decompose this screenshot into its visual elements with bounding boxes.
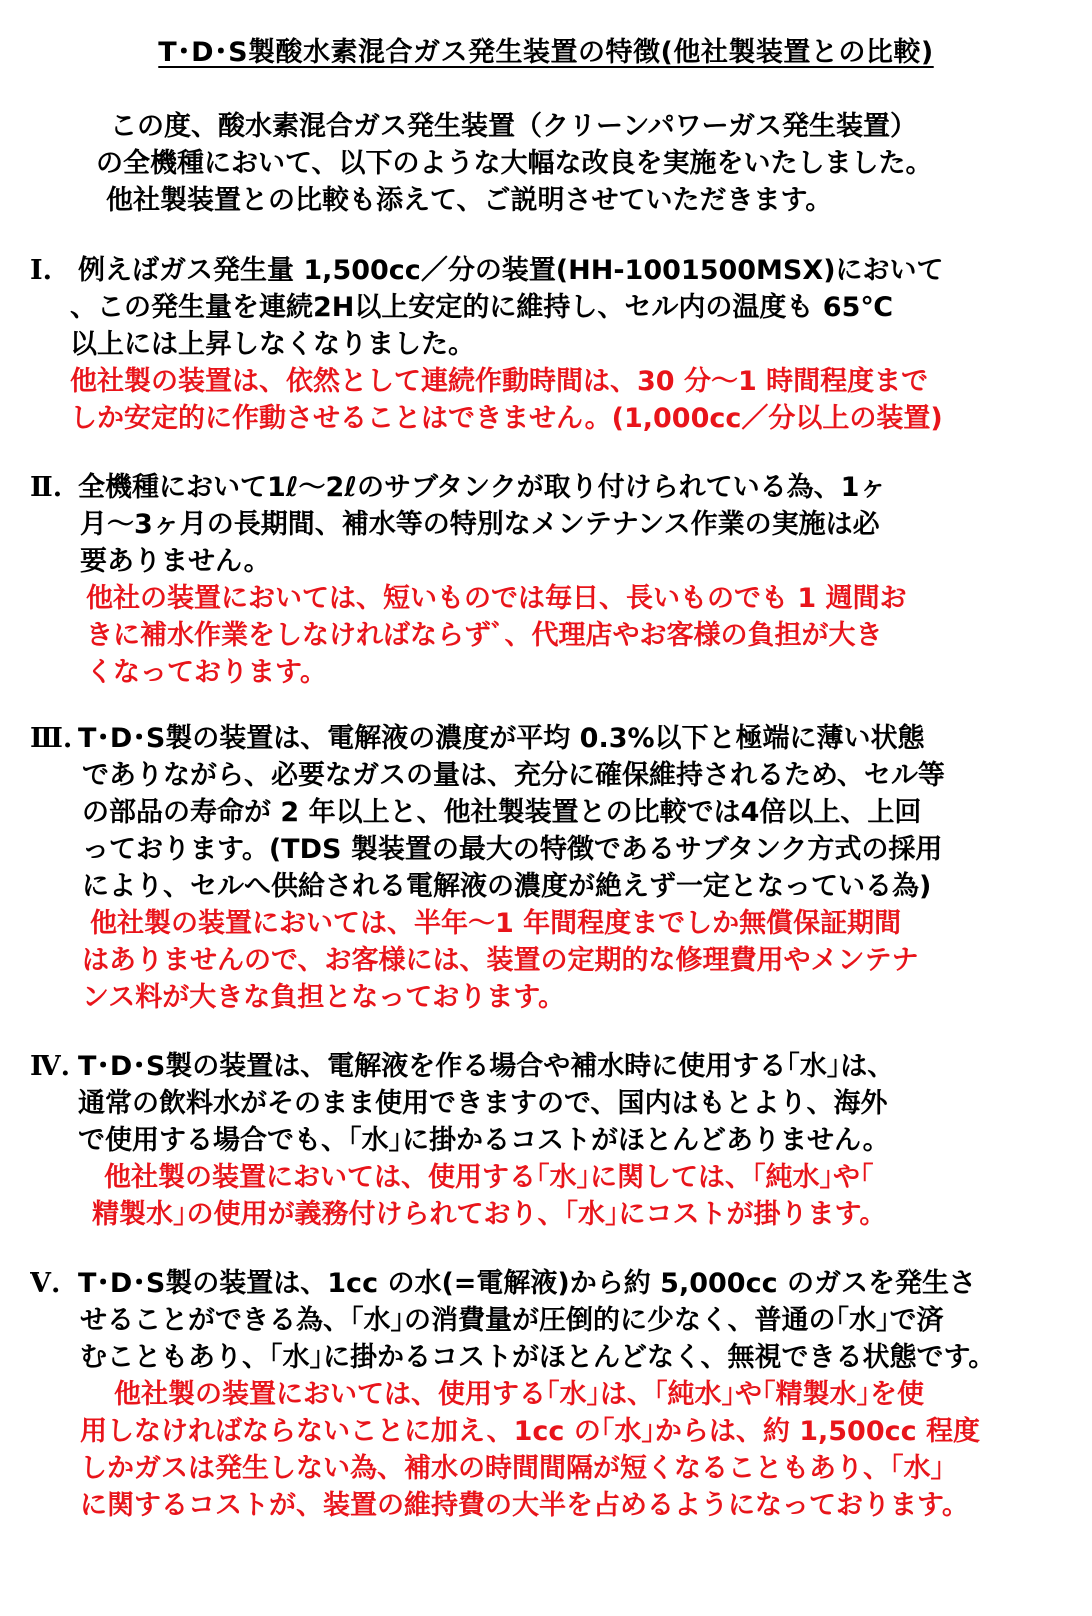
competitor-note-line: に関するコストが、装置の維持費の大半を占めるようになっております。 bbox=[80, 1490, 969, 1521]
section-text-line: により、セルへ供給される電解液の濃度が絶えず一定となっている為) bbox=[82, 871, 932, 902]
competitor-note-line: はありませんので、お客様には、装置の定期的な修理費用やメンテナ bbox=[82, 945, 919, 976]
section-text-line: 、この発生量を連続2H以上安定的に維持し、セル内の温度も 65℃ bbox=[70, 292, 894, 323]
section-text-line: 通常の飲料水がそのまま使用できますので、国内はもとより、海外 bbox=[78, 1088, 888, 1119]
section-text-line: せることができる為、｢水｣の消費量が圧倒的に少なく、普通の｢水｣で済 bbox=[80, 1305, 944, 1336]
competitor-note-line: 他社製の装置は、依然として連続作動時間は、30 分～1 時間程度まで bbox=[70, 366, 929, 397]
competitor-note-line: 他社製の装置においては、使用する｢水｣は、｢純水｣や｢精製水｣を使 bbox=[114, 1379, 924, 1410]
document-title bbox=[0, 30, 1092, 69]
competitor-note-line: くなっております。 bbox=[86, 657, 327, 688]
section-text-line: 例えばガス発生量 1,500cc／分の装置(HH-1001500MSX)において bbox=[78, 255, 944, 286]
section-text-line: むこともあり、｢水｣に掛かるコストがほとんどなく、無視できる状態です。 bbox=[80, 1342, 996, 1373]
section-numeral: Ⅳ. bbox=[30, 1051, 71, 1082]
section-text-line: T･D･S製の装置は、1cc の水(=電解液)から約 5,000cc のガスを発生さ bbox=[78, 1268, 976, 1299]
competitor-note-line: 他社製の装置においては、使用する｢水｣に関しては、｢純水｣や｢ bbox=[104, 1162, 874, 1193]
section-text-line: 月～3ヶ月の長期間、補水等の特別なメンテナンス作業の実施は必 bbox=[80, 509, 880, 540]
competitor-note-line: しか安定的に作動させることはできません。(1,000cc／分以上の装置) bbox=[70, 403, 943, 434]
section-numeral: Ⅴ. bbox=[30, 1268, 61, 1299]
section-text-line: の部品の寿命が 2 年以上と、他社製装置との比較では4倍以上、上回 bbox=[82, 797, 922, 828]
competitor-note-line: ンス料が大きな負担となっております。 bbox=[82, 982, 566, 1013]
section-text-line: T･D･S製の装置は、電解液を作る場合や補水時に使用する｢水｣は、 bbox=[78, 1051, 895, 1082]
section-1 bbox=[30, 252, 1070, 437]
intro-line: の全機種において、以下のような大幅な改良を実施をいたしました。 bbox=[96, 148, 933, 179]
competitor-note-line: 他社の装置においては、短いものでは毎日、長いものでも 1 週間お bbox=[86, 583, 907, 614]
section-text-line: 要ありません。 bbox=[80, 546, 271, 577]
competitor-note-line: きに補水作業をしなければならずﾞ、代理店やお客様の負担が大き bbox=[86, 620, 883, 651]
competitor-note-line: 精製水｣の使用が義務付けられており、｢水｣にコストが掛ります。 bbox=[92, 1199, 887, 1230]
intro-line: この度、酸水素混合ガス発生装置（クリーンパワーガス発生装置） bbox=[110, 111, 918, 142]
section-text-line: っております。(TDS 製装置の最大の特徴であるサブタンク方式の採用 bbox=[82, 834, 943, 865]
section-numeral: Ⅰ. bbox=[30, 255, 53, 286]
section-numeral: Ⅱ. bbox=[30, 472, 63, 503]
section-text-line: T･D･S製の装置は、電解液の濃度が平均 0.3%以下と極端に薄い状態 bbox=[78, 723, 925, 754]
section-text-line: 以上には上昇しなくなりました。 bbox=[70, 329, 475, 360]
section-text-line: 全機種において1ℓ～2ℓのサブタンクが取り付けられている為、1ヶ bbox=[78, 472, 887, 503]
competitor-note-line: 用しなければならないことに加え、1cc の｢水｣からは、約 1,500cc 程度 bbox=[80, 1416, 981, 1447]
intro-paragraph bbox=[96, 108, 932, 219]
section-numeral: Ⅲ. bbox=[30, 723, 73, 754]
section-4 bbox=[30, 1048, 1070, 1233]
intro-line: 他社製装置との比較も添えて、ご説明させていただきます。 bbox=[106, 185, 833, 216]
section-5 bbox=[30, 1265, 1070, 1524]
competitor-note-line: 他社製の装置においては、半年～1 年間程度までしか無償保証期間 bbox=[90, 908, 902, 939]
section-text-line: で使用する場合でも、｢水｣に掛かるコストがほとんどありません。 bbox=[78, 1125, 890, 1156]
section-text-line: でありながら、必要なガスの量は、充分に確保維持されるため、セル等 bbox=[82, 760, 945, 791]
document-title-text: T･D･S製酸水素混合ガス発生装置の特徴(他社製装置との比較) bbox=[158, 37, 934, 68]
section-3 bbox=[30, 720, 1070, 1016]
competitor-note-line: しかガスは発生しない為、補水の時間間隔が短くなることもあり、｢水｣ bbox=[80, 1453, 944, 1484]
section-2 bbox=[30, 469, 1070, 691]
